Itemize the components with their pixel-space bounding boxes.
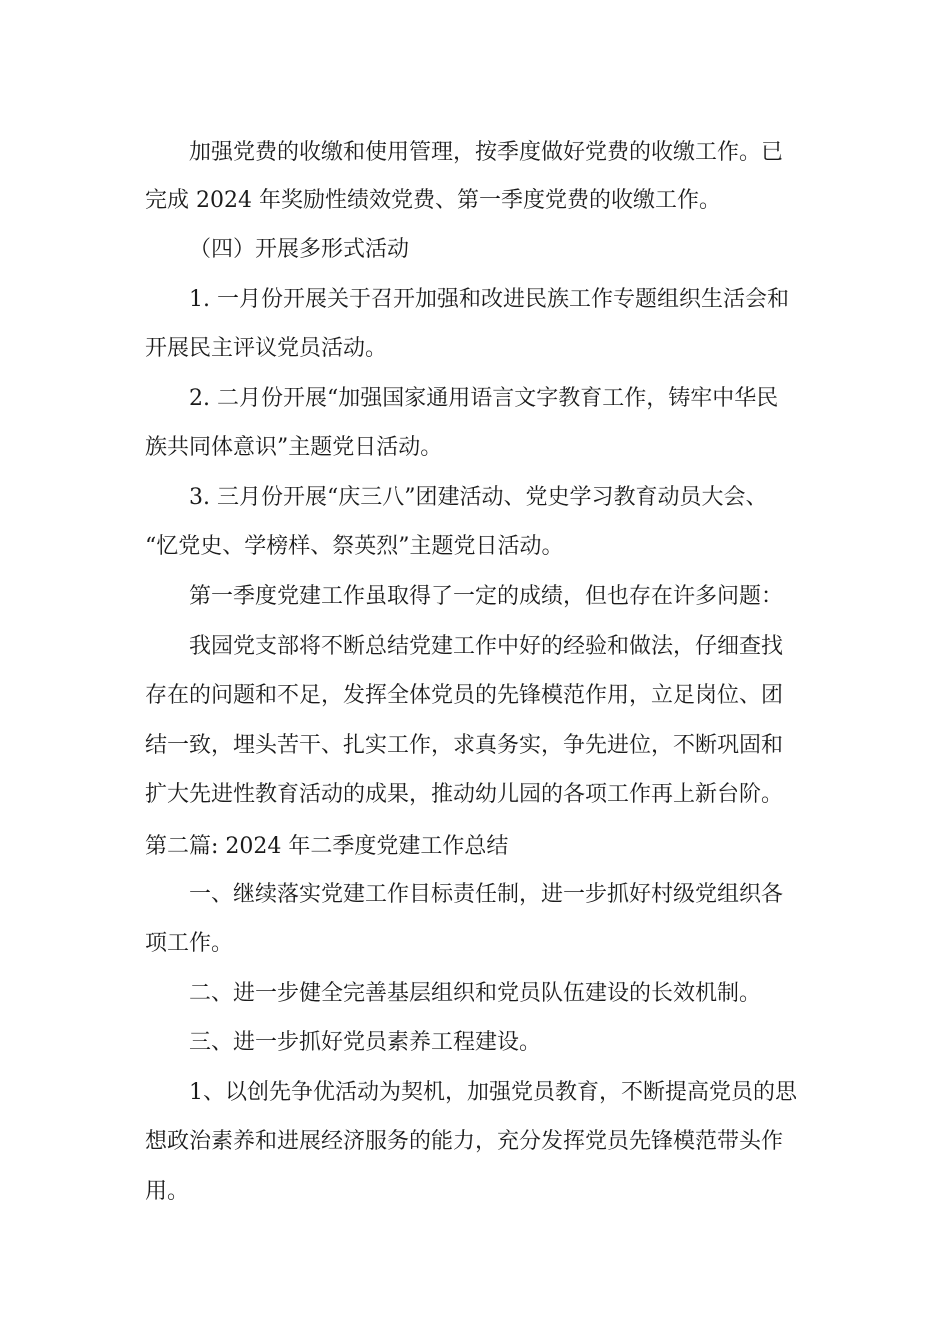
paragraph-line: 我园党支部将不断总结党建工作中好的经验和做法，仔细查找 bbox=[189, 634, 784, 659]
paragraph-line: 三、进一步抓好党员素养工程建设。 bbox=[189, 1030, 542, 1055]
paragraph-line: 结一致，埋头苦干、扎实工作，求真务实，争先进位，不断巩固和 bbox=[145, 733, 784, 758]
paragraph-line: 一、继续落实党建工作目标责任制，进一步抓好村级党组织各 bbox=[189, 882, 784, 907]
paragraph-line: 加强党费的收缴和使用管理，按季度做好党费的收缴工作。已 bbox=[189, 140, 784, 165]
paragraph-line: 3. 三月份开展“庆三八”团建活动、党史学习教育动员大会、 bbox=[189, 485, 768, 510]
paragraph-line: 二、进一步健全完善基层组织和党员队伍建设的长效机制。 bbox=[189, 981, 762, 1006]
paragraph-line: 2. 二月份开展“加强国家通用语言文字教育工作，铸牢中华民 bbox=[189, 386, 779, 411]
paragraph-line: 第一季度党建工作虽取得了一定的成绩，但也存在许多问题： bbox=[189, 584, 784, 609]
article-title: 第二篇: 2024 年二季度党建工作总结 bbox=[145, 834, 509, 859]
paragraph-line: 扩大先进性教育活动的成果，推动幼儿园的各项工作再上新台阶。 bbox=[145, 782, 784, 807]
paragraph-line: 族共同体意识”主题党日活动。 bbox=[145, 435, 443, 460]
paragraph-line: 开展民主评议党员活动。 bbox=[145, 336, 388, 361]
paragraph-line: 1、以创先争优活动为契机，加强党员教育，不断提高党员的思 bbox=[189, 1080, 797, 1105]
section-heading: （四）开展多形式活动 bbox=[189, 237, 410, 262]
paragraph-line: 存在的问题和不足，发挥全体党员的先锋模范作用，立足岗位、团 bbox=[145, 683, 784, 708]
paragraph-line: 完成 2024 年奖励性绩效党费、第一季度党费的收缴工作。 bbox=[145, 188, 721, 213]
paragraph-line: 1. 一月份开展关于召开加强和改进民族工作专题组织生活会和 bbox=[189, 287, 789, 312]
paragraph-line: 用。 bbox=[145, 1179, 190, 1204]
paragraph-line: 项工作。 bbox=[145, 931, 234, 956]
paragraph-line: 想政治素养和进展经济服务的能力，充分发挥党员先锋模范带头作 bbox=[145, 1129, 784, 1154]
paragraph-line: “忆党史、学榜样、祭英烈”主题党日活动。 bbox=[145, 534, 564, 559]
